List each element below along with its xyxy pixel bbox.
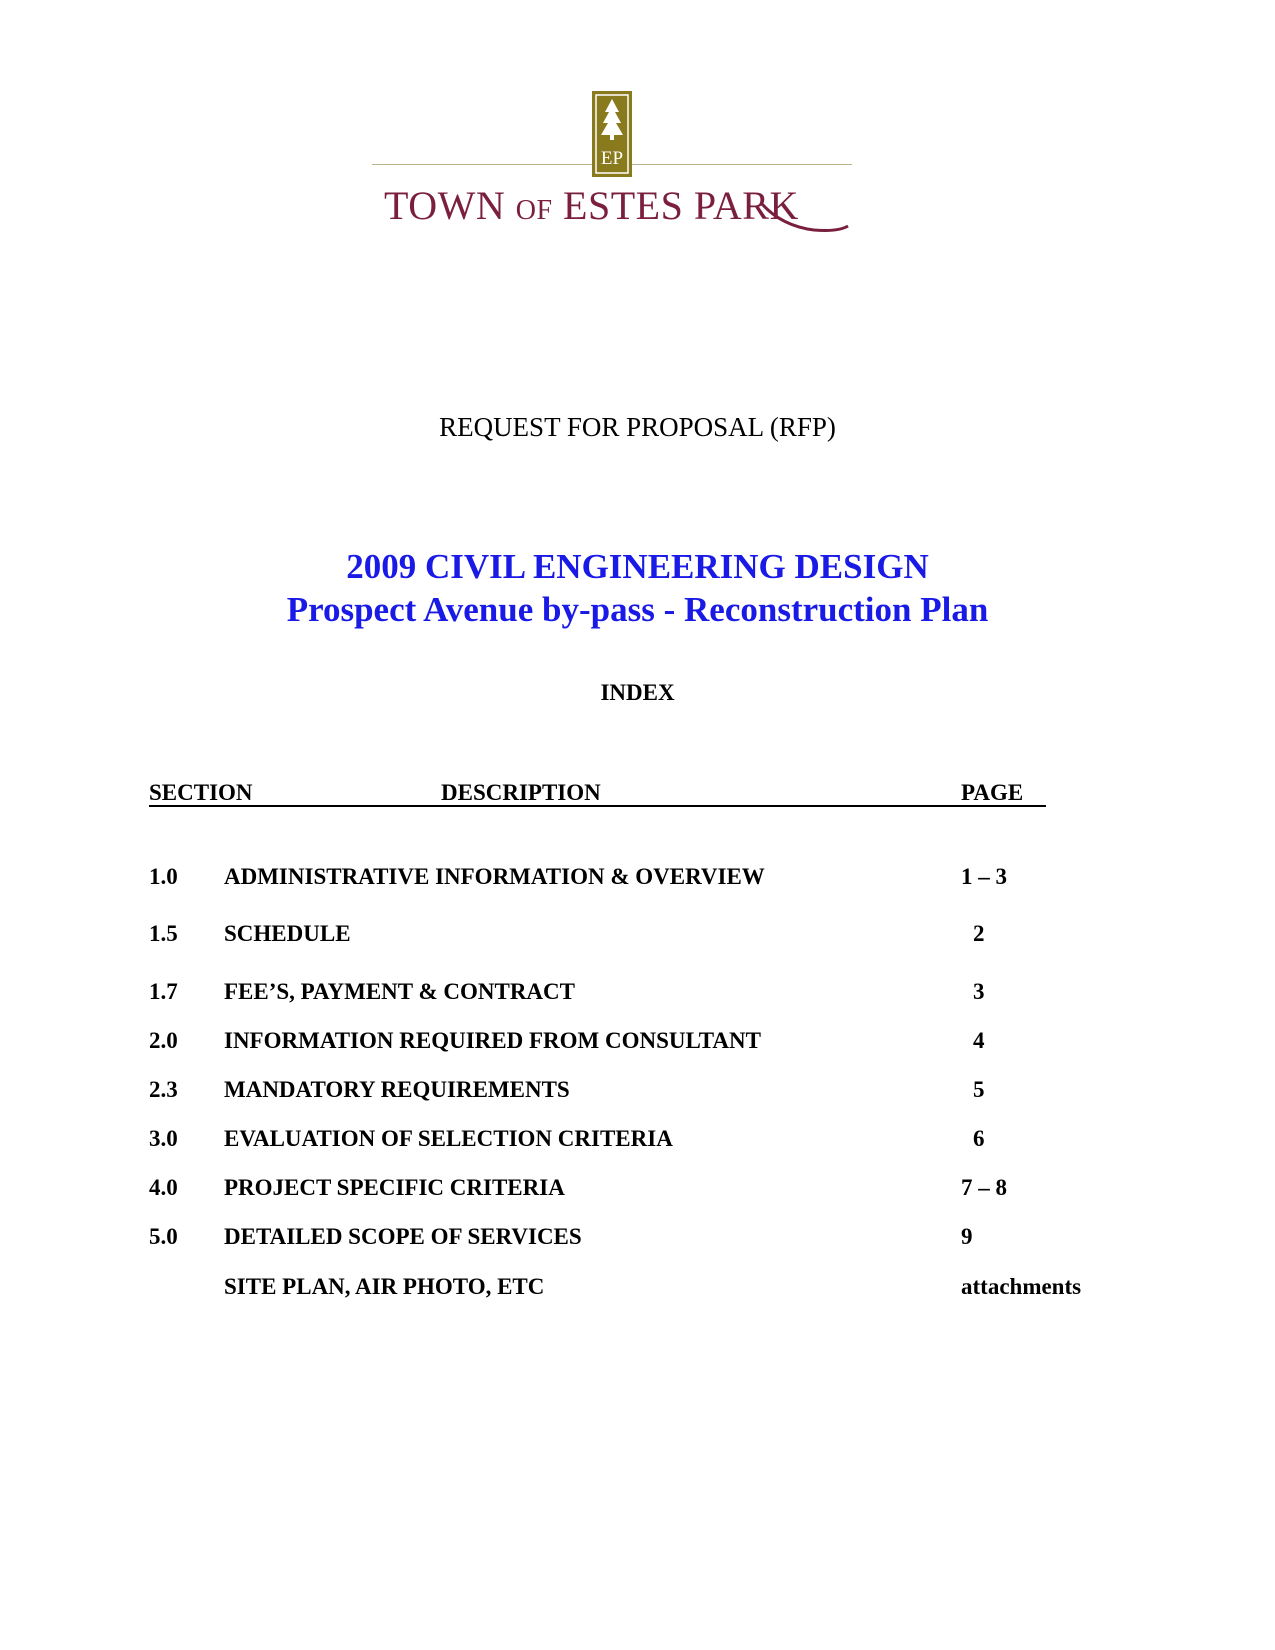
row-description: MANDATORY REQUIREMENTS (224, 1077, 570, 1102)
row-description: INFORMATION REQUIRED FROM CONSULTANT (224, 1028, 761, 1053)
row-section: 3.0 (149, 1126, 178, 1151)
row-page: 2 (973, 921, 985, 946)
logo-swash (742, 200, 852, 240)
index-row (0, 979, 1275, 1009)
index-row (0, 1224, 1275, 1254)
row-page: 1 – 3 (961, 864, 1007, 889)
row-section: 1.5 (149, 921, 178, 946)
row-section: 1.7 (149, 979, 178, 1004)
row-description: FEE’S, PAYMENT & CONTRACT (224, 979, 575, 1004)
row-description: ADMINISTRATIVE INFORMATION & OVERVIEW (224, 864, 765, 889)
row-description: DETAILED SCOPE OF SERVICES (224, 1224, 582, 1249)
row-description: EVALUATION OF SELECTION CRITERIA (224, 1126, 673, 1151)
pine-tree-icon (591, 90, 633, 178)
logo-name: ESTES PARK (563, 183, 799, 228)
column-header-page: PAGE (961, 780, 1024, 805)
column-header-description: DESCRIPTION (441, 780, 601, 805)
town-logo (372, 90, 862, 240)
logo-wordmark (384, 182, 799, 229)
row-page: 6 (973, 1126, 985, 1151)
index-row (0, 921, 1275, 951)
header-underline (149, 805, 1046, 807)
index-row (0, 1175, 1275, 1205)
project-subtitle: Prospect Avenue by-pass - Reconstruction Plan (286, 590, 989, 629)
row-description: PROJECT SPECIFIC CRITERIA (224, 1175, 565, 1200)
row-page: 4 (973, 1028, 985, 1053)
rfp-heading: REQUEST FOR PROPOSAL (RFP) (439, 412, 836, 442)
row-section: 1.0 (149, 864, 178, 889)
index-row (0, 1126, 1275, 1156)
index-heading: INDEX (600, 680, 675, 705)
logo-town: TOWN (384, 183, 506, 228)
row-page: attachments (961, 1274, 1082, 1299)
row-page: 7 – 8 (961, 1175, 1007, 1200)
row-section: 2.0 (149, 1028, 178, 1053)
row-description: SCHEDULE (224, 921, 351, 946)
row-description: SITE PLAN, AIR PHOTO, ETC (224, 1274, 545, 1299)
project-title: 2009 CIVIL ENGINEERING DESIGN (346, 547, 929, 586)
row-page: 9 (961, 1224, 973, 1249)
row-page: 3 (973, 979, 985, 1004)
index-row (0, 864, 1275, 894)
index-row (0, 1274, 1275, 1304)
logo-of: OF (515, 195, 553, 226)
row-section: 5.0 (149, 1224, 178, 1249)
row-page: 5 (973, 1077, 985, 1102)
index-row (0, 1028, 1275, 1058)
row-section: 4.0 (149, 1175, 178, 1200)
row-section: 2.3 (149, 1077, 178, 1102)
index-row (0, 1077, 1275, 1107)
column-header-section: SECTION (149, 780, 253, 805)
logo-monogram: EP (600, 148, 624, 169)
